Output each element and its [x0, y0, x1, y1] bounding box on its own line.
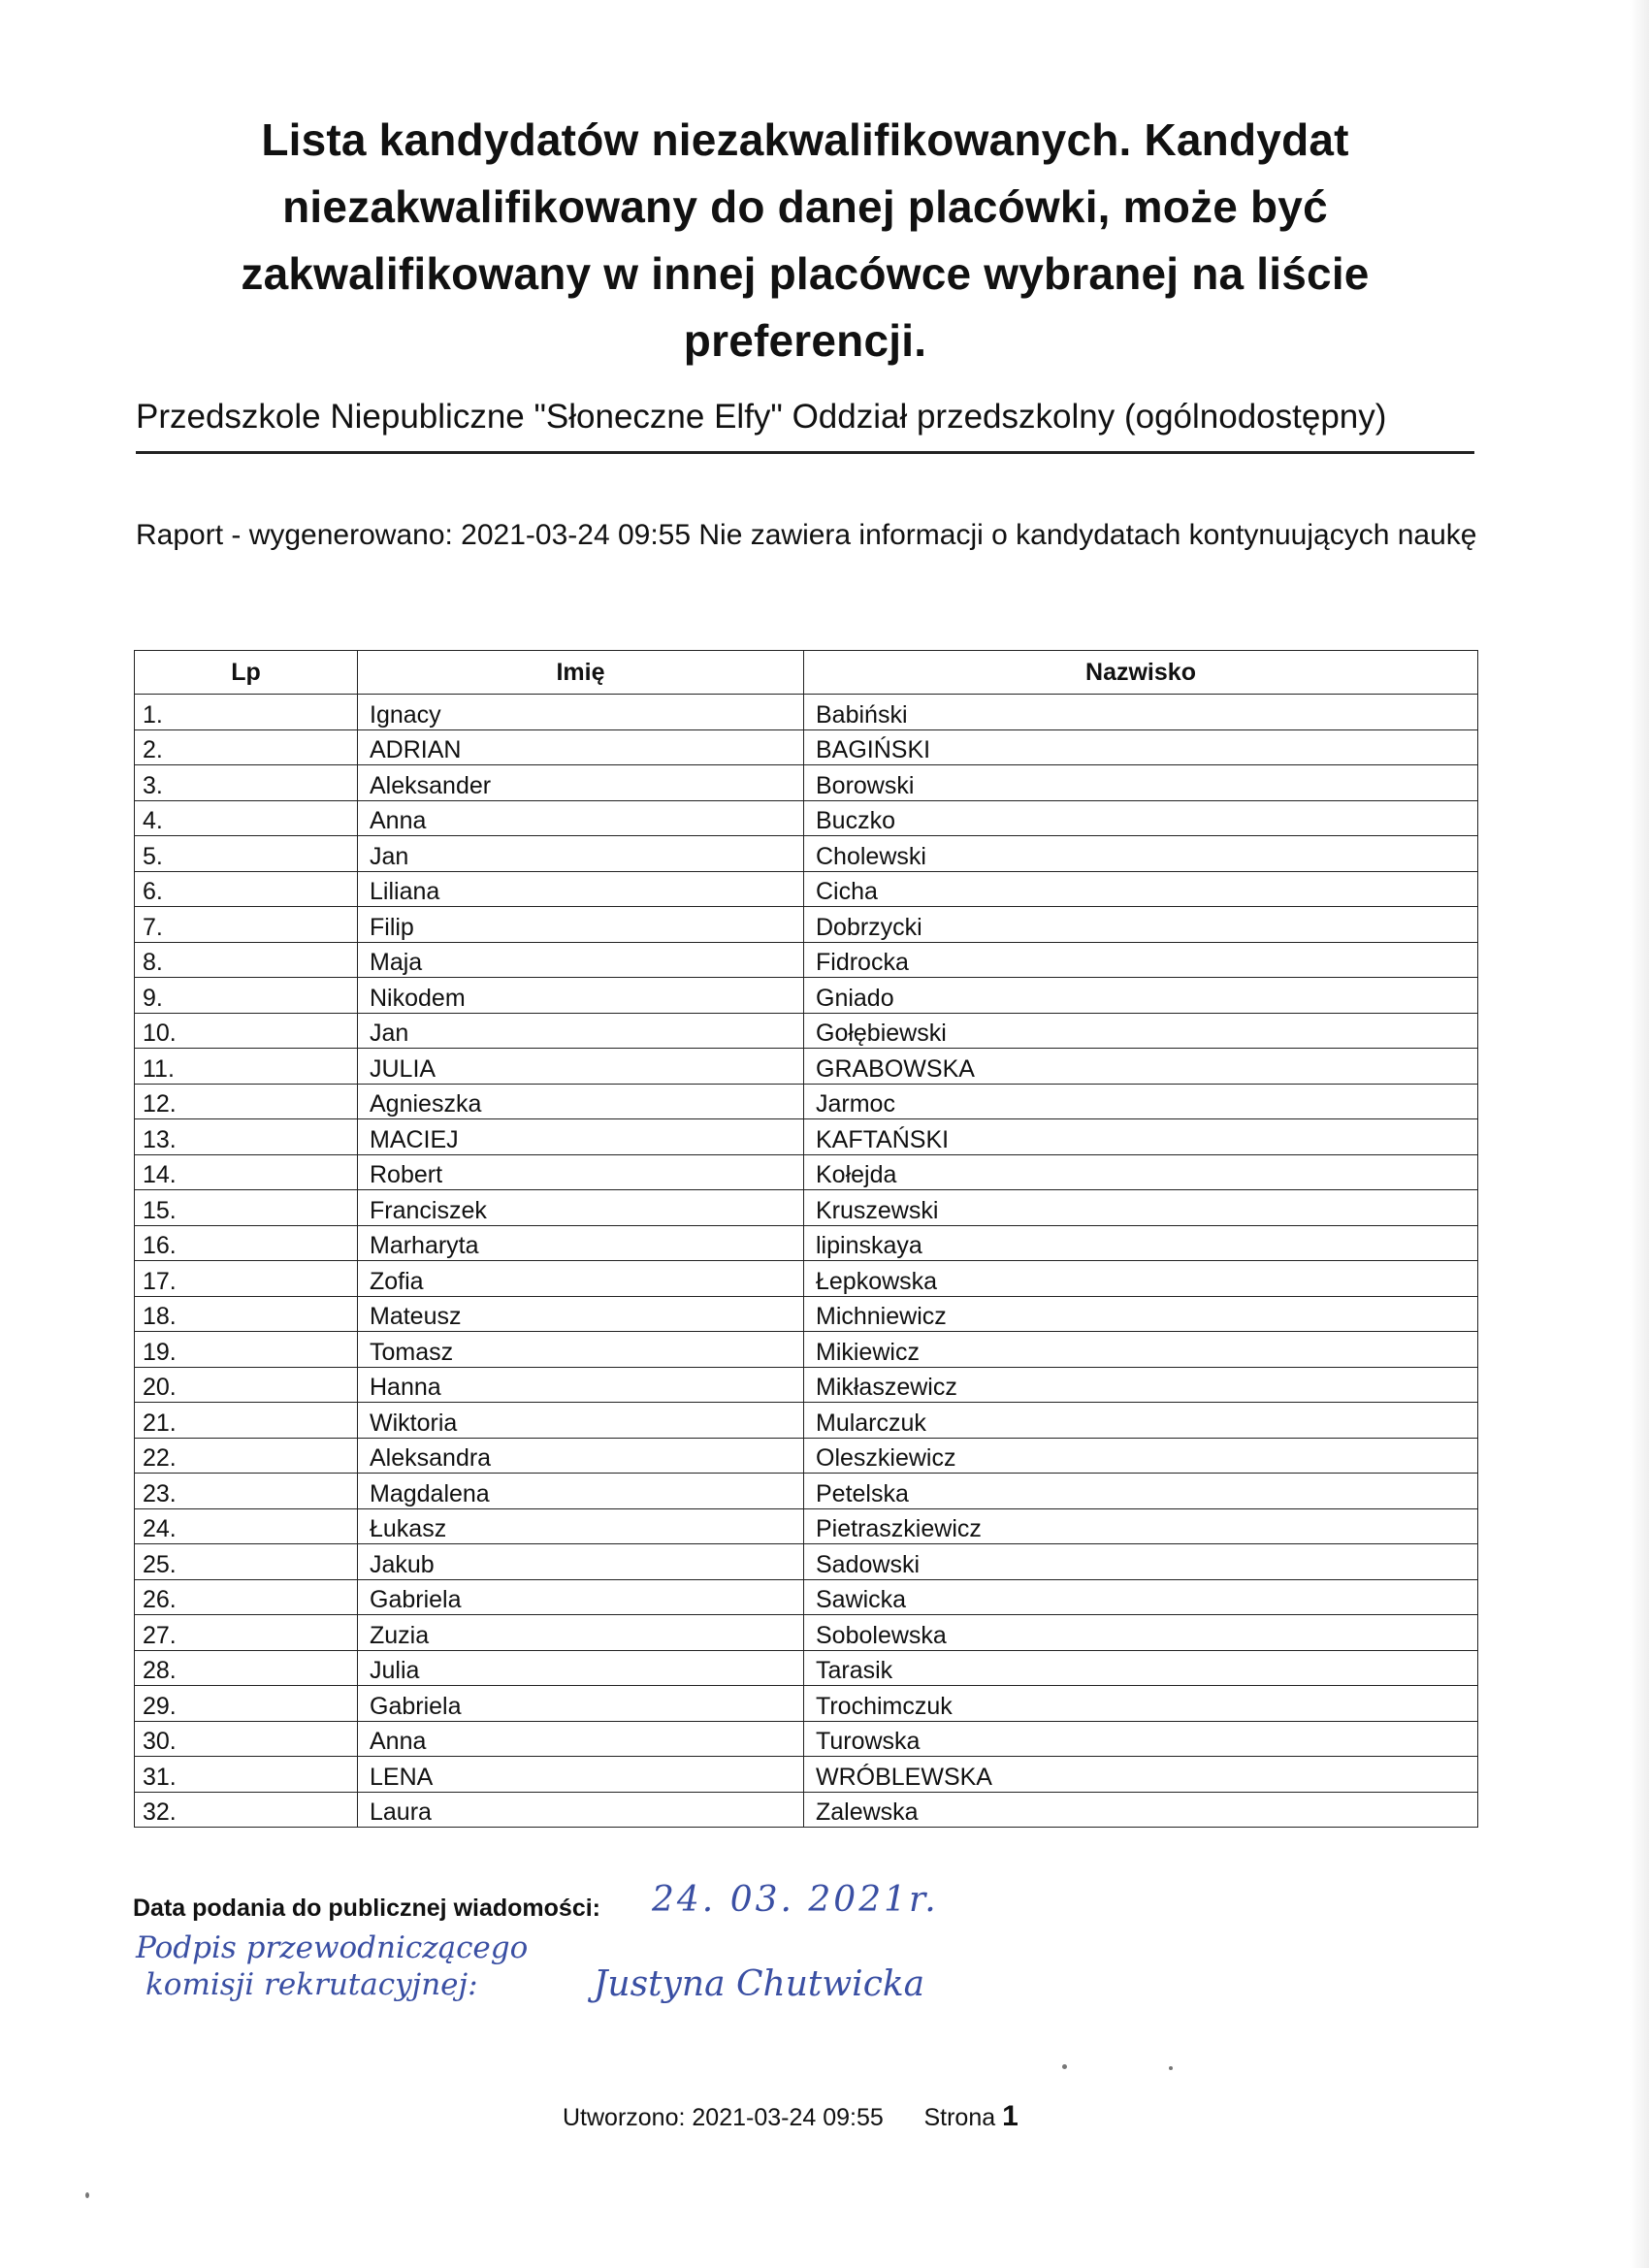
table-row — [135, 1261, 1478, 1297]
cell-nazwisko: BAGIŃSKI — [804, 729, 1478, 765]
table-row — [135, 1544, 1478, 1580]
cell-nazwisko: Cicha — [804, 871, 1478, 907]
scan-edge-shadow — [1630, 0, 1649, 2268]
institution-name: Przedszkole Niepubliczne "Słoneczne Elfy" Oddział przedszkolny (ogólnodostępny) — [136, 398, 1387, 436]
cell-lp: 5. — [135, 836, 358, 872]
cell-nazwisko: Kruszewski — [804, 1190, 1478, 1226]
cell-nazwisko: Sawicka — [804, 1579, 1478, 1615]
cell-lp: 1. — [135, 695, 358, 730]
table-row — [135, 1474, 1478, 1509]
cell-imie: Liliana — [358, 871, 804, 907]
table-row — [135, 1792, 1478, 1828]
cell-nazwisko: Pietraszkiewicz — [804, 1508, 1478, 1544]
table-row — [135, 1686, 1478, 1722]
table-row — [135, 1615, 1478, 1651]
cell-imie: Maja — [358, 942, 804, 978]
cell-nazwisko: Trochimczuk — [804, 1686, 1478, 1722]
table-row — [135, 1721, 1478, 1757]
cell-nazwisko: Cholewski — [804, 836, 1478, 872]
cell-lp: 19. — [135, 1332, 358, 1368]
cell-nazwisko: Turowska — [804, 1721, 1478, 1757]
cell-lp: 14. — [135, 1154, 358, 1190]
cell-imie: Nikodem — [358, 978, 804, 1014]
table-row — [135, 1049, 1478, 1085]
table-row — [135, 1332, 1478, 1368]
table-row — [135, 871, 1478, 907]
cell-lp: 20. — [135, 1367, 358, 1403]
cell-imie: Laura — [358, 1792, 804, 1828]
header-nazwisko: Nazwisko — [804, 651, 1478, 695]
cell-imie: Jan — [358, 836, 804, 872]
cell-nazwisko: Tarasik — [804, 1650, 1478, 1686]
cell-nazwisko: lipinskaya — [804, 1225, 1478, 1261]
cell-nazwisko: Buczko — [804, 800, 1478, 836]
cell-nazwisko: Sadowski — [804, 1544, 1478, 1580]
table-row — [135, 695, 1478, 730]
cell-lp: 29. — [135, 1686, 358, 1722]
table-row — [135, 800, 1478, 836]
cell-imie: Gabriela — [358, 1579, 804, 1615]
cell-nazwisko: Łepkowska — [804, 1261, 1478, 1297]
table-row — [135, 1650, 1478, 1686]
cell-nazwisko: Sobolewska — [804, 1615, 1478, 1651]
table-row — [135, 1119, 1478, 1155]
footer-created: Utworzono: 2021-03-24 09:55 — [563, 2104, 884, 2131]
table-row — [135, 942, 1478, 978]
cell-lp: 25. — [135, 1544, 358, 1580]
cell-imie: Franciszek — [358, 1190, 804, 1226]
cell-nazwisko: WRÓBLEWSKA — [804, 1757, 1478, 1793]
handwritten-publication-date: 24. 03. 2021r. — [652, 1880, 939, 1920]
cell-lp: 12. — [135, 1084, 358, 1119]
report-info: Raport - wygenerowano: 2021-03-24 09:55 Nie zawiera informacji o kandydatach kontynuujących naukę — [136, 519, 1477, 551]
cell-lp: 26. — [135, 1579, 358, 1615]
table-row — [135, 1084, 1478, 1119]
cell-nazwisko: Oleszkiewicz — [804, 1438, 1478, 1474]
table-row — [135, 729, 1478, 765]
cell-nazwisko: Gniado — [804, 978, 1478, 1014]
cell-lp: 21. — [135, 1403, 358, 1439]
scan-speck — [1062, 2064, 1067, 2069]
cell-lp: 11. — [135, 1049, 358, 1085]
cell-nazwisko: KAFTAŃSKI — [804, 1119, 1478, 1155]
cell-imie: Robert — [358, 1154, 804, 1190]
table-row — [135, 1403, 1478, 1439]
cell-nazwisko: Petelska — [804, 1474, 1478, 1509]
cell-lp: 32. — [135, 1792, 358, 1828]
handwritten-signature-label-line2: komisji rekrutacyjnej: — [146, 1967, 478, 2002]
table-row — [135, 1154, 1478, 1190]
table-row — [135, 1579, 1478, 1615]
cell-lp: 2. — [135, 729, 358, 765]
publication-date-label: Data podania do publicznej wiadomości: — [133, 1895, 600, 1922]
handwritten-signature: Justyna Chutwicka — [594, 1964, 925, 2004]
table-row — [135, 1757, 1478, 1793]
cell-imie: Ignacy — [358, 695, 804, 730]
institution-underline — [136, 451, 1474, 454]
table-row — [135, 836, 1478, 872]
document-title: Lista kandydatów niezakwalifikowanych. Kandydat niezakwalifikowany do danej placówki, może być zakwalifikowany w innej placówce wybranej na liście preferencji. — [241, 114, 1370, 366]
cell-nazwisko: Mularczuk — [804, 1403, 1478, 1439]
cell-lp: 9. — [135, 978, 358, 1014]
cell-imie: Jakub — [358, 1544, 804, 1580]
cell-lp: 15. — [135, 1190, 358, 1226]
cell-nazwisko: Babiński — [804, 695, 1478, 730]
scan-speck — [85, 2192, 89, 2198]
cell-imie: MACIEJ — [358, 1119, 804, 1155]
table-row — [135, 1438, 1478, 1474]
cell-lp: 28. — [135, 1650, 358, 1686]
table-row — [135, 1367, 1478, 1403]
table-row — [135, 1190, 1478, 1226]
header-lp: Lp — [135, 651, 358, 695]
table-row — [135, 765, 1478, 801]
cell-imie: Jan — [358, 1013, 804, 1049]
cell-lp: 22. — [135, 1438, 358, 1474]
cell-imie: Agnieszka — [358, 1084, 804, 1119]
table-row — [135, 907, 1478, 943]
cell-lp: 16. — [135, 1225, 358, 1261]
cell-nazwisko: Borowski — [804, 765, 1478, 801]
cell-nazwisko: Michniewicz — [804, 1296, 1478, 1332]
cell-nazwisko: Fidrocka — [804, 942, 1478, 978]
cell-lp: 8. — [135, 942, 358, 978]
cell-nazwisko: GRABOWSKA — [804, 1049, 1478, 1085]
table-row — [135, 1508, 1478, 1544]
cell-lp: 27. — [135, 1615, 358, 1651]
cell-nazwisko: Mikłaszewicz — [804, 1367, 1478, 1403]
cell-imie: Hanna — [358, 1367, 804, 1403]
cell-imie: Aleksander — [358, 765, 804, 801]
cell-imie: Anna — [358, 800, 804, 836]
cell-nazwisko: Mikiewicz — [804, 1332, 1478, 1368]
cell-nazwisko: Jarmoc — [804, 1084, 1478, 1119]
cell-lp: 30. — [135, 1721, 358, 1757]
cell-imie: Aleksandra — [358, 1438, 804, 1474]
cell-imie: ADRIAN — [358, 729, 804, 765]
cell-nazwisko: Kołejda — [804, 1154, 1478, 1190]
cell-lp: 13. — [135, 1119, 358, 1155]
cell-nazwisko: Zalewska — [804, 1792, 1478, 1828]
cell-lp: 17. — [135, 1261, 358, 1297]
table-row — [135, 978, 1478, 1014]
cell-imie: Łukasz — [358, 1508, 804, 1544]
scan-speck — [1169, 2066, 1173, 2070]
table-header-row — [135, 651, 1478, 695]
cell-imie: Filip — [358, 907, 804, 943]
footer-page-label: Strona — [923, 2104, 996, 2131]
cell-imie: Anna — [358, 1721, 804, 1757]
footer-page-number: 1 — [1002, 2100, 1018, 2132]
table-row — [135, 1225, 1478, 1261]
table-row — [135, 1296, 1478, 1332]
cell-imie: Magdalena — [358, 1474, 804, 1509]
header-imie: Imię — [358, 651, 804, 695]
cell-imie: Tomasz — [358, 1332, 804, 1368]
cell-nazwisko: Gołębiewski — [804, 1013, 1478, 1049]
table-row — [135, 1013, 1478, 1049]
cell-imie: JULIA — [358, 1049, 804, 1085]
cell-lp: 6. — [135, 871, 358, 907]
cell-imie: Marharyta — [358, 1225, 804, 1261]
cell-lp: 24. — [135, 1508, 358, 1544]
cell-imie: Wiktoria — [358, 1403, 804, 1439]
cell-imie: Zofia — [358, 1261, 804, 1297]
cell-lp: 23. — [135, 1474, 358, 1509]
cell-imie: Zuzia — [358, 1615, 804, 1651]
cell-lp: 7. — [135, 907, 358, 943]
cell-lp: 31. — [135, 1757, 358, 1793]
page-footer — [563, 2100, 1018, 2133]
cell-imie: LENA — [358, 1757, 804, 1793]
cell-imie: Julia — [358, 1650, 804, 1686]
cell-nazwisko: Dobrzycki — [804, 907, 1478, 943]
table-body — [135, 695, 1478, 1828]
candidates-table — [134, 650, 1478, 1828]
cell-lp: 3. — [135, 765, 358, 801]
handwritten-signature-label-line1: Podpis przewodniczącego — [136, 1930, 529, 1965]
cell-lp: 10. — [135, 1013, 358, 1049]
cell-lp: 18. — [135, 1296, 358, 1332]
cell-imie: Mateusz — [358, 1296, 804, 1332]
cell-lp: 4. — [135, 800, 358, 836]
cell-imie: Gabriela — [358, 1686, 804, 1722]
